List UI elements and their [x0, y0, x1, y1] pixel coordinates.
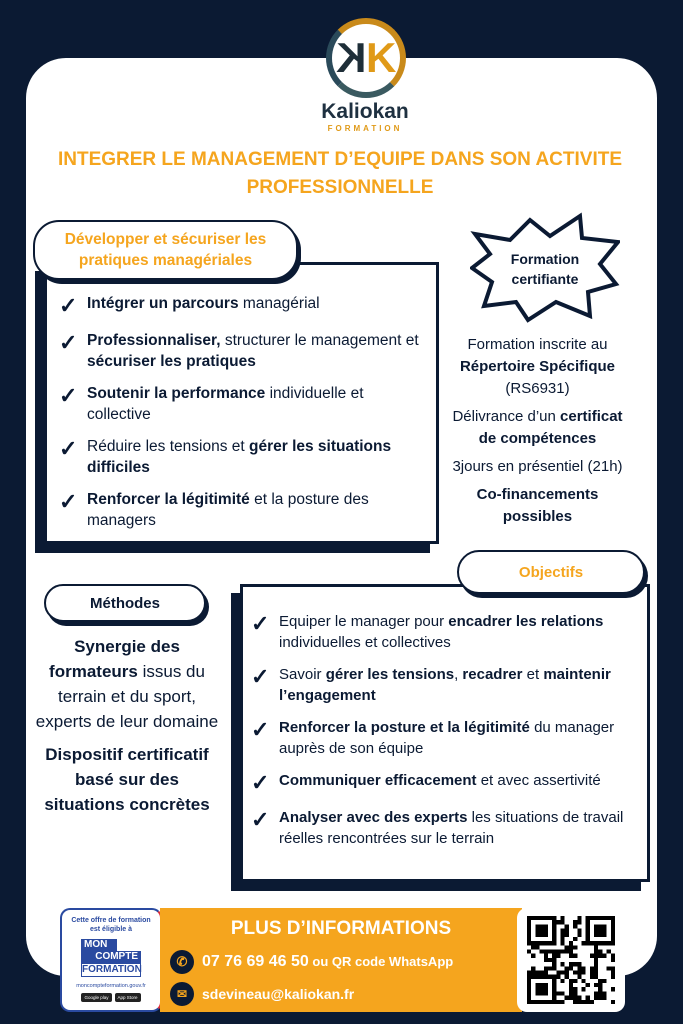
list-item: [251, 664, 637, 706]
section1-list: [59, 293, 422, 531]
funding: Co-financements possibles: [476, 486, 599, 525]
check-icon: ✓: [251, 770, 270, 795]
contact-banner: [160, 908, 522, 1012]
list-item: [59, 293, 422, 319]
list-item-text: Equiper le manager pour encadrer les relations individuelles et collectives: [279, 613, 604, 651]
list-item-text: Réduire les tensions et gérer les situations difficiles: [87, 438, 392, 476]
contact-heading: PLUS D’INFORMATIONS: [230, 918, 452, 939]
list-item-text: Communiquer efficacement et avec assertivité: [279, 772, 601, 789]
phone-icon: ✆: [170, 950, 194, 974]
kaliokan-logo: K K: [326, 18, 406, 98]
section1-label: Développer et sécuriser les pratiques managériales: [33, 220, 298, 280]
list-item: [59, 383, 422, 425]
check-icon: ✓: [59, 293, 78, 318]
duration: 3jours en présentiel (21h): [452, 458, 623, 475]
list-item: [251, 770, 637, 796]
methods-text2: Dispositif certificatif basé sur des situations concrètes: [44, 745, 210, 814]
rs-info: [440, 334, 635, 528]
list-item-text: Savoir gérer les tensions, recadrer et maintenir l’engagement: [279, 666, 611, 704]
methods-label: Méthodes: [44, 584, 206, 622]
objectives-box: [240, 584, 650, 882]
list-item: [251, 717, 637, 759]
methods-bold: Synergie des formateurs: [49, 637, 180, 681]
cpf-url: moncompteformation.gouv.fr: [76, 983, 146, 989]
list-item-text: Soutenir la performance individuelle et collective: [87, 385, 364, 423]
check-icon: ✓: [59, 383, 78, 408]
brand-name: Kaliokan: [321, 100, 409, 123]
cpf-card[interactable]: [60, 908, 162, 1012]
methods-text1: issus du terrain et du sport, experts de leur domaine: [35, 662, 219, 731]
check-icon: ✓: [59, 330, 78, 355]
list-item-text: Renforcer la légitimité et la posture des managers: [87, 491, 369, 529]
list-item: [59, 489, 422, 531]
brand-sub: FORMATION: [327, 124, 403, 133]
list-item-text: Intégrer un parcours managérial: [87, 295, 320, 312]
cert-bold: certificat: [560, 408, 623, 425]
list-item: [59, 436, 422, 478]
badge-line1: Formation: [510, 251, 580, 267]
cpf-intro: Cette offre de formation est éligible à: [71, 917, 151, 933]
certified-badge-burst: [470, 212, 620, 324]
phone-link[interactable]: 07 76 69 46 50 ou QR code WhatsApp: [202, 953, 454, 970]
brand: [300, 100, 430, 133]
list-item-text: Professionnaliser, structurer le management et sécuriser les pratiques: [87, 332, 419, 370]
rs-name: Répertoire Spécifique: [459, 358, 616, 375]
rs-code: (RS6931): [505, 380, 570, 397]
list-item: [59, 330, 422, 372]
mail-icon: ✉: [170, 982, 194, 1006]
rs-intro: Formation inscrite au: [467, 336, 608, 353]
objectives-list: [251, 611, 637, 849]
page-title: INTEGRER LE MANAGEMENT D’EQUIPE DANS SON ACTIVITE PROFESSIONNELLE: [57, 149, 623, 198]
google-play-badge[interactable]: Google play: [81, 993, 111, 1002]
check-icon: ✓: [251, 664, 270, 689]
app-store-badge[interactable]: App Store: [115, 993, 141, 1002]
cert-intro: Délivrance d’un: [452, 408, 561, 425]
methods-text: [32, 634, 222, 817]
objectives-label: Objectifs: [457, 550, 645, 594]
check-icon: ✓: [59, 436, 78, 461]
cert-bold2: de compétences: [478, 430, 597, 447]
list-item: [251, 807, 637, 849]
list-item: [251, 611, 637, 653]
cpf-logo: MON COMPTE FORMATION: [82, 939, 142, 975]
whatsapp-qr-code[interactable]: [517, 908, 625, 1012]
check-icon: ✓: [251, 717, 270, 742]
check-icon: ✓: [251, 611, 270, 636]
badge-line2: certifiante: [511, 271, 579, 287]
check-icon: ✓: [59, 489, 78, 514]
email-link[interactable]: sdevineau@kaliokan.fr: [202, 986, 355, 1002]
list-item-text: Analyser avec des experts les situations de travail réelles rencontrées sur le terrain: [279, 809, 624, 847]
section1-box: [44, 262, 439, 544]
check-icon: ✓: [251, 807, 270, 832]
list-item-text: Renforcer la posture et la légitimité du manager auprès de son équipe: [279, 719, 615, 757]
